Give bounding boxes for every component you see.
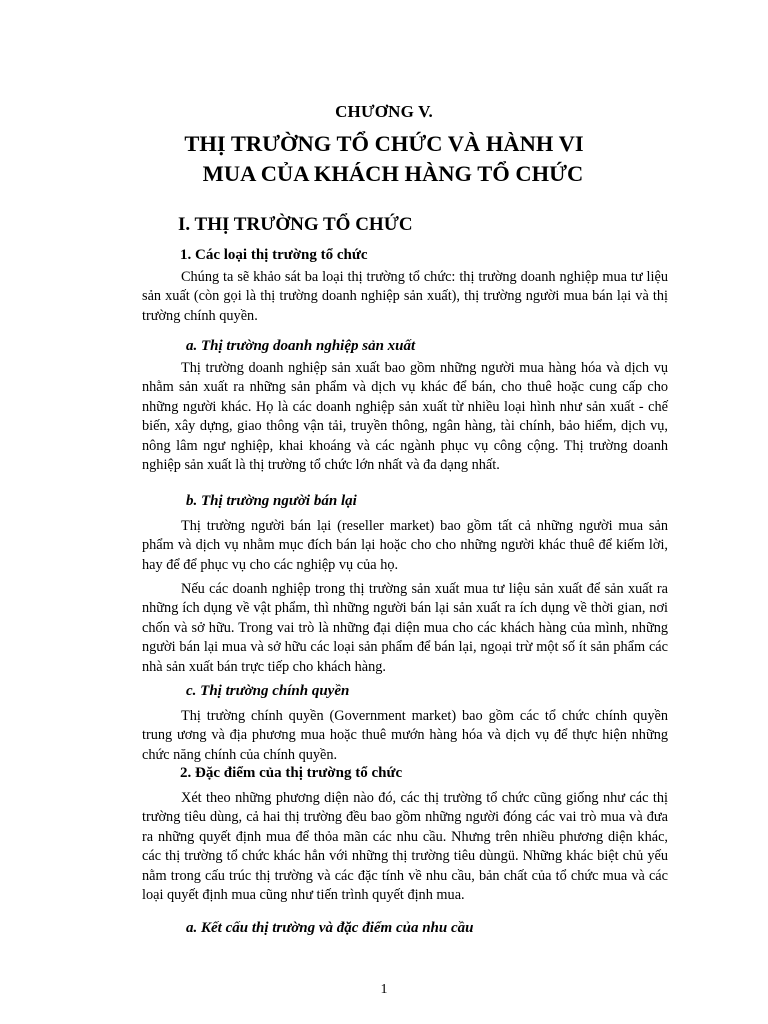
chapter-label: CHƯƠNG V. [335,102,433,121]
chapter-title-line-1: THỊ TRƯỜNG TỔ CHỨC VÀ HÀNH VI [184,131,584,156]
subsection-heading-1: 1. Các loại thị trường tổ chức [180,247,368,263]
page-number: 1 [380,982,388,997]
subsection-heading-2: 2. Đặc điểm của thị trường tổ chức [180,765,403,781]
paragraph-government-market: Thị trường chính quyền (Government market) bao gồm các tổ chức chính quyền trung ương và địa phương mua hoặc thuê mướn hàng hóa và dịch vụ để thực hiện những chức năng chính của chính quyền. [142,708,668,763]
heading-b-reseller-market: b. Thị trường người bán lại [186,493,357,509]
section-heading-1: I. THỊ TRƯỜNG TỔ CHỨC [178,214,413,235]
paragraph-reseller-market-1: Thị trường người bán lại (reseller market) bao gồm tất cả những người mua sản phẩm và dịch vụ nhằm mục đích bán lại hoặc cho cho những người khác thuê để kiếm lời, hay để để phục vụ cho các nghiệp vụ của họ. [142,518,668,573]
paragraph-intro: Chúng ta sẽ khảo sát ba loại thị trường tổ chức: thị trường doanh nghiệp mua tư liệu sản xuất (còn gọi là thị trường doanh nghiệp sản xuất), thị trường người mua bán lại và thị trường chính quyền. [142,269,668,324]
paragraph-producer-market: Thị trường doanh nghiệp sản xuất bao gồm những người mua hàng hóa và dịch vụ nhằm sản xuất ra những sản phẩm và dịch vụ khác để bán, cho thuê hoặc cung cấp cho những người khác. Họ là các doanh nghiệp sản xuất từ nhiều loại hình như sản xuất - chế biến, xây dựng, giao thông vận tải, truyền thông, ngân hàng, tài chính, bảo hiểm, dịch vụ, nông lâm ngư nghiệp, khai khoáng và các ngành phục vụ công cộng. Thị trường doanh nghiệp sản xuất là thị trường tổ chức lớn nhất và đa dạng nhất. [142,360,668,474]
heading-c-government-market: c. Thị trường chính quyền [186,683,350,699]
paragraph-reseller-market-2: Nếu các doanh nghiệp trong thị trường sản xuất mua tư liệu sản xuất để sản xuất ra những ích dụng về vật phẩm, thì những người bán lại sản xuất ra ích dụng về thời gian, nơi chốn và sở hữu. Trong vai trò là những đại diện mua cho các khách hàng của mình, những người bán lại mua và sở hữu các loại sản phẩm để bán lại, ngoại trừ một số ít sản phẩm các nhà sản xuất bán trực tiếp cho khách hàng. [142,581,668,675]
heading-a-producer-market: a. Thị trường doanh nghiệp sản xuất [186,338,416,354]
chapter-title-line-2: MUA CỦA KHÁCH HÀNG TỔ CHỨC [202,161,584,186]
paragraph-characteristics: Xét theo những phương diện nào đó, các thị trường tổ chức cũng giống như các thị trường tiêu dùng, cả hai thị trường đều bao gồm những người đóng các vai trò mua và đưa ra những quyết định mua để thỏa mãn các nhu cầu. Nhưng trên nhiều phương diện khác, các thị trường tổ chức khác hẳn với những thị trường tiêu dùngü. Những khác biệt chủ yếu nằm trong cấu trúc thị trường và các đặc tính về nhu cầu, bản chất của tổ chức mua và các loại quyết định mua cũng như tiến trình quyết định mua. [142,790,668,904]
heading-a-market-structure: a. Kết cấu thị trường và đặc điểm của nhu cầu [186,920,474,936]
